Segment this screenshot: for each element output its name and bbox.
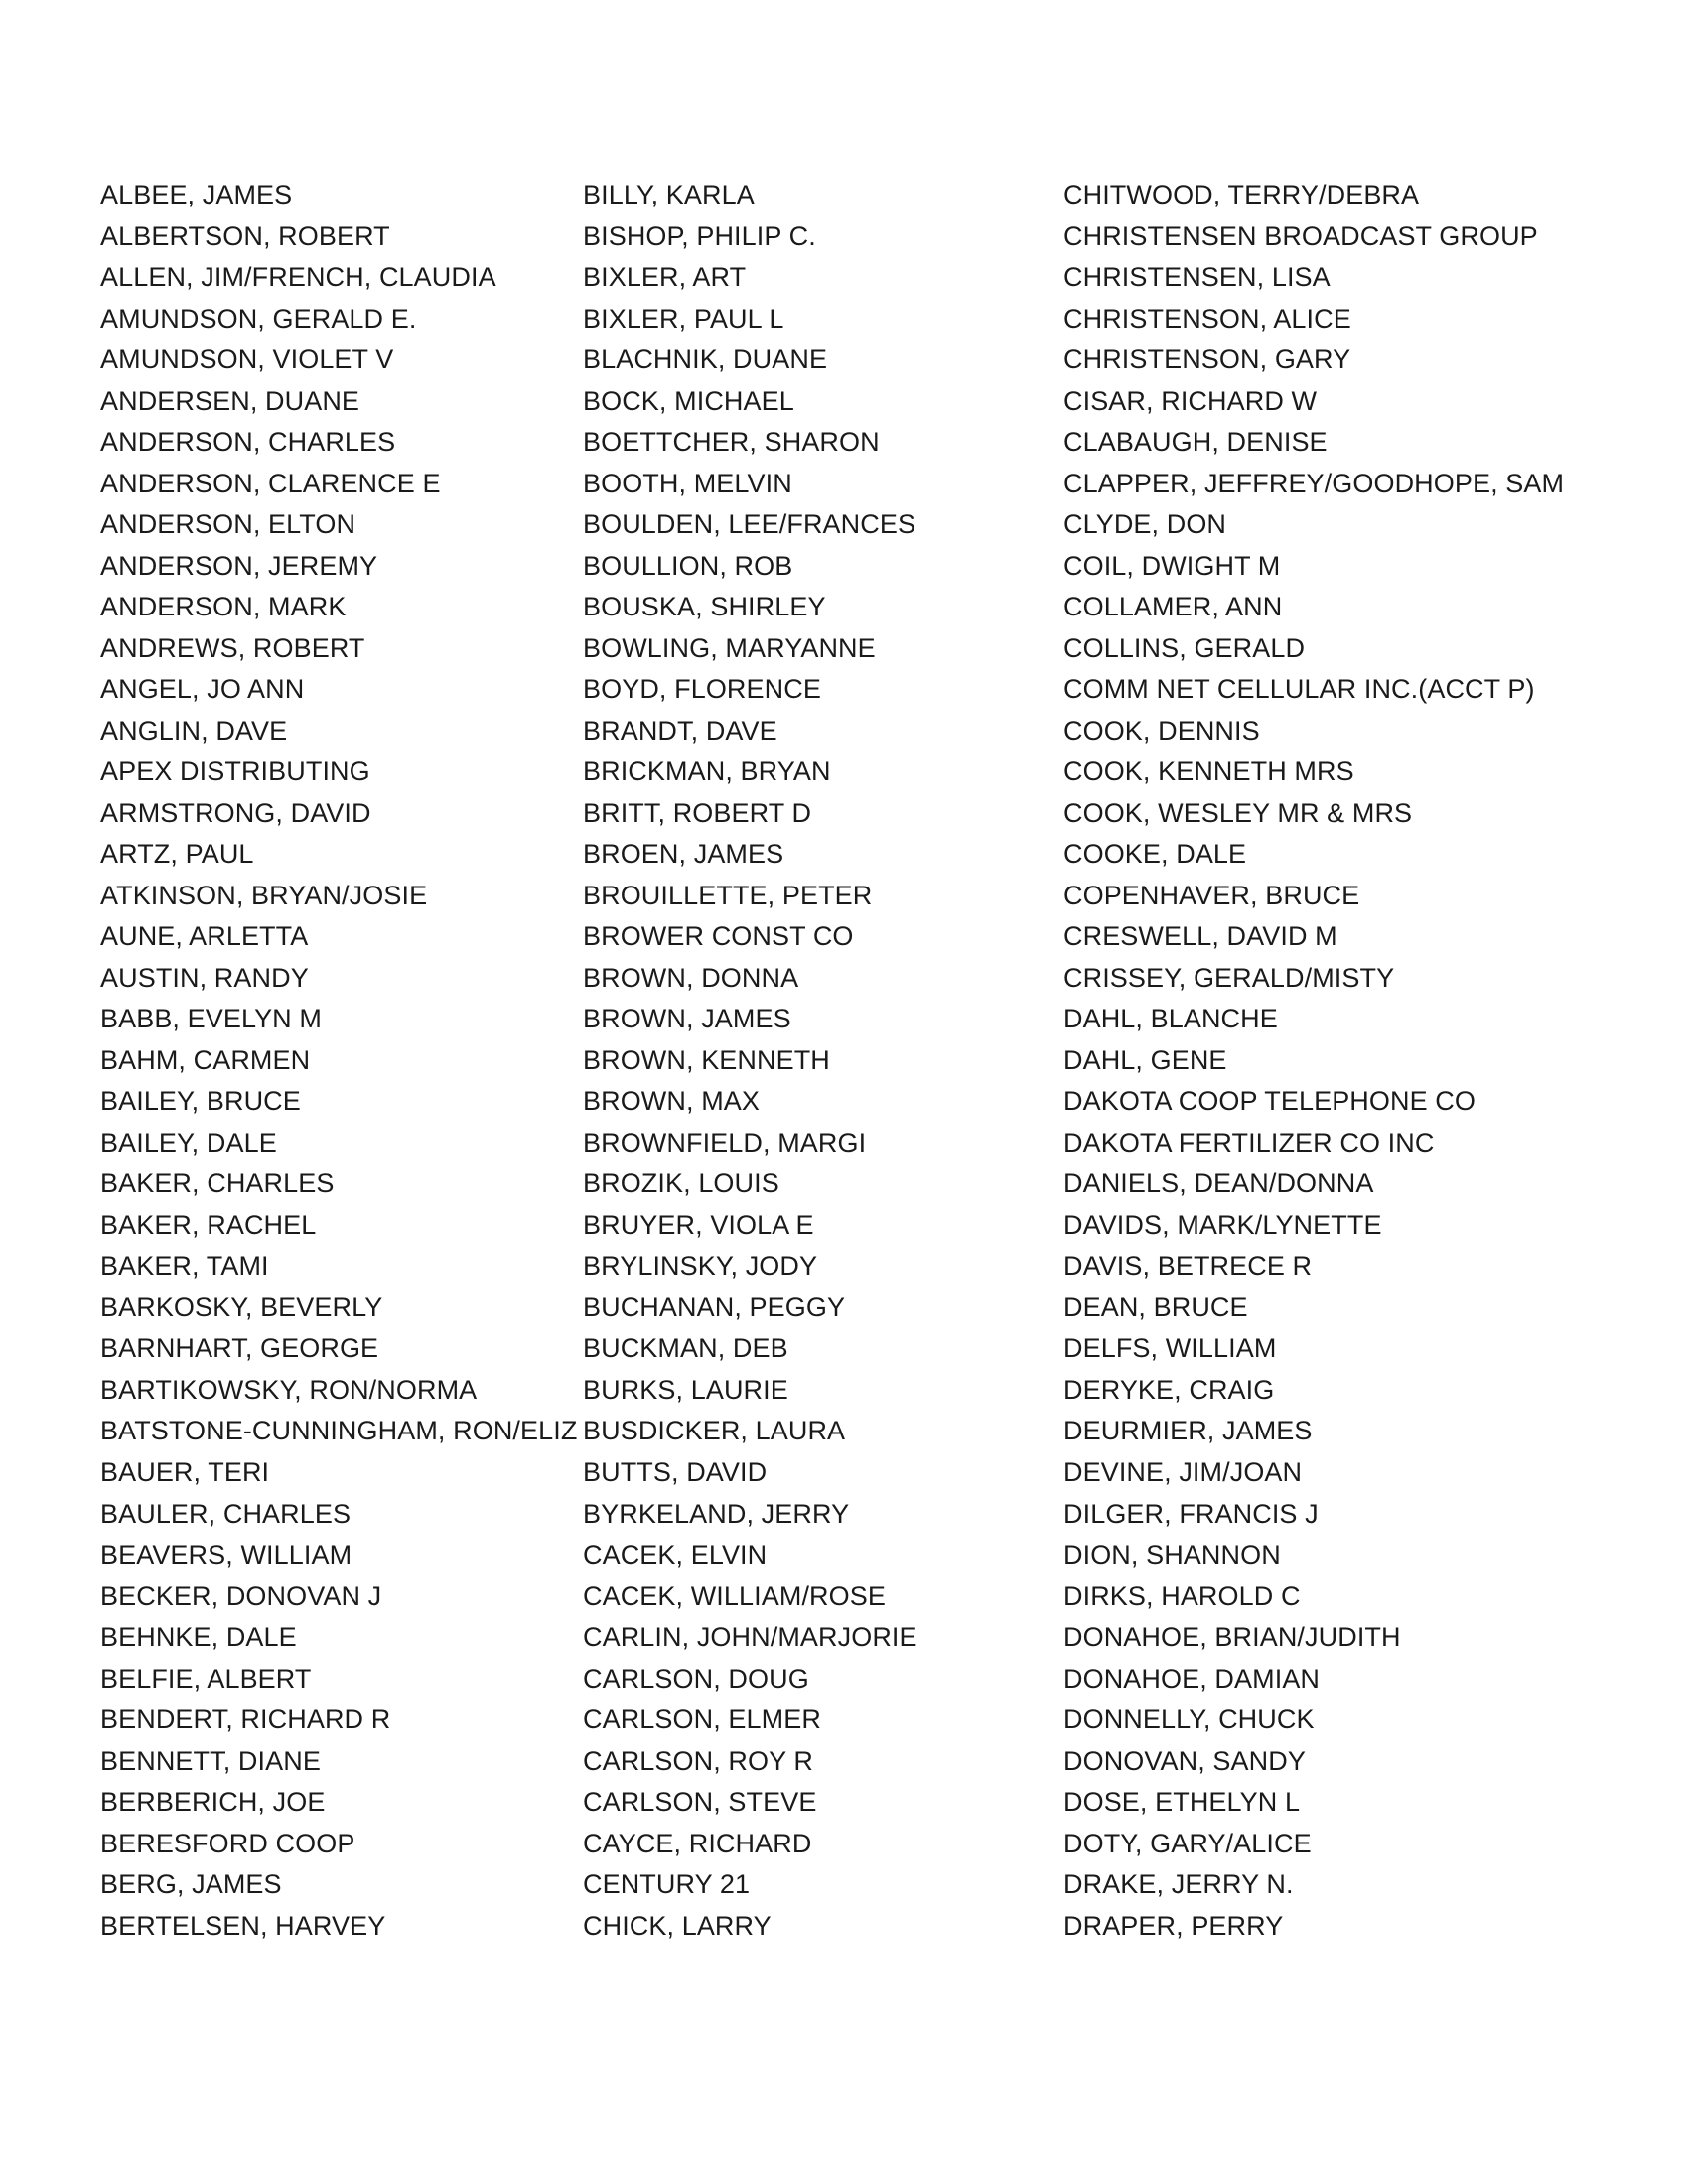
list-item: BOULLION, ROB	[583, 550, 793, 581]
list-item: BOUSKA, SHIRLEY	[583, 592, 826, 622]
list-item: ALBERTSON, ROBERT	[100, 220, 390, 251]
list-item: DIRKS, HAROLD C	[1063, 1580, 1301, 1611]
list-item: BAILEY, BRUCE	[100, 1086, 301, 1117]
list-item: BISHOP, PHILIP C.	[583, 220, 816, 251]
list-item: DEAN, BRUCE	[1063, 1292, 1248, 1322]
list-item: BIXLER, PAUL L	[583, 303, 784, 334]
list-item: BRICKMAN, BRYAN	[583, 756, 831, 787]
list-item: COPENHAVER, BRUCE	[1063, 880, 1360, 910]
list-item: CISAR, RICHARD W	[1063, 385, 1318, 416]
list-item: CHRISTENSEN, LISA	[1063, 262, 1331, 293]
list-item: BOETTCHER, SHARON	[583, 427, 880, 458]
list-item: ANDERSON, ELTON	[100, 509, 356, 540]
list-item: COOK, KENNETH MRS	[1063, 756, 1354, 787]
list-item: ANDREWS, ROBERT	[100, 632, 365, 663]
list-item: CHRISTENSON, GARY	[1063, 344, 1351, 375]
list-item: DERYKE, CRAIG	[1063, 1374, 1275, 1405]
list-item: CRESWELL, DAVID M	[1063, 921, 1337, 952]
list-item: CLAPPER, JEFFREY/GOODHOPE, SAM	[1063, 468, 1565, 498]
list-item: CHICK, LARRY	[583, 1910, 772, 1941]
list-item: CARLSON, ELMER	[583, 1705, 821, 1735]
list-item: COMM NET CELLULAR INC.(ACCT P)	[1063, 674, 1535, 705]
list-item: BRANDT, DAVE	[583, 715, 777, 746]
list-item: BOCK, MICHAEL	[583, 385, 794, 416]
list-item: CHITWOOD, TERRY/DEBRA	[1063, 180, 1420, 209]
list-item: BYRKELAND, JERRY	[583, 1498, 850, 1529]
list-item: BROUILLETTE, PETER	[583, 880, 873, 910]
list-item: BROWN, MAX	[583, 1086, 761, 1117]
list-item: COLLINS, GERALD	[1063, 632, 1306, 663]
list-item: BURKS, LAURIE	[583, 1374, 788, 1405]
list-item: CENTURY 21	[583, 1869, 751, 1900]
list-item: BENDERT, RICHARD R	[100, 1705, 391, 1735]
list-item: COIL, DWIGHT M	[1063, 550, 1281, 581]
list-item: AMUNDSON, VIOLET V	[100, 344, 394, 375]
list-item: DION, SHANNON	[1063, 1540, 1281, 1570]
list-item: COOK, DENNIS	[1063, 715, 1260, 746]
list-item: DILGER, FRANCIS J	[1063, 1498, 1319, 1529]
list-item: BAKER, TAMI	[100, 1251, 269, 1282]
list-item: BARNHART, GEORGE	[100, 1333, 379, 1364]
list-item: BRYLINSKY, JODY	[583, 1251, 818, 1282]
list-item: BEHNKE, DALE	[100, 1622, 297, 1653]
list-item: BILLY, KARLA	[583, 180, 755, 209]
list-item: BROWER CONST CO	[583, 921, 854, 952]
list-item: DAVIS, BETRECE R	[1063, 1251, 1313, 1282]
list-item: BOYD, FLORENCE	[583, 674, 821, 705]
list-item: CARLSON, ROY R	[583, 1745, 813, 1776]
list-item: ALBEE, JAMES	[100, 180, 293, 209]
list-item: BRUYER, VIOLA E	[583, 1209, 814, 1240]
list-item: BROWN, DONNA	[583, 962, 799, 993]
list-item: ANDERSON, MARK	[100, 592, 347, 622]
list-item: DRAPER, PERRY	[1063, 1910, 1284, 1941]
name-list-column-1	[100, 175, 577, 1947]
list-item: CARLIN, JOHN/MARJORIE	[583, 1622, 917, 1653]
list-item: AUSTIN, RANDY	[100, 962, 309, 993]
list-item: BROWNFIELD, MARGI	[583, 1127, 867, 1158]
list-item: DEVINE, JIM/JOAN	[1063, 1456, 1303, 1487]
list-item: DRAKE, JERRY N.	[1063, 1869, 1294, 1900]
list-item: BAULER, CHARLES	[100, 1498, 352, 1529]
list-item: BAKER, RACHEL	[100, 1209, 317, 1240]
list-item: BOOTH, MELVIN	[583, 468, 792, 498]
list-item: ANDERSEN, DUANE	[100, 385, 360, 416]
list-item: DAHL, GENE	[1063, 1044, 1227, 1075]
list-item: DAKOTA FERTILIZER CO INC	[1063, 1127, 1435, 1158]
list-item: DONAHOE, BRIAN/JUDITH	[1063, 1622, 1401, 1653]
list-item: BELFIE, ALBERT	[100, 1663, 312, 1694]
list-item: BRITT, ROBERT D	[583, 797, 812, 828]
list-item: BAKER, CHARLES	[100, 1168, 335, 1199]
list-item: COLLAMER, ANN	[1063, 592, 1283, 622]
list-item: BERTELSEN, HARVEY	[100, 1910, 386, 1941]
list-item: CLYDE, DON	[1063, 509, 1227, 540]
list-item: BERG, JAMES	[100, 1869, 282, 1900]
list-item: ARMSTRONG, DAVID	[100, 797, 371, 828]
list-item: CLABAUGH, DENISE	[1063, 427, 1328, 458]
list-item: COOK, WESLEY MR & MRS	[1063, 797, 1413, 828]
list-item: BROEN, JAMES	[583, 839, 784, 870]
list-item: DAKOTA COOP TELEPHONE CO	[1063, 1086, 1477, 1117]
list-item: ALLEN, JIM/FRENCH, CLAUDIA	[100, 262, 496, 293]
list-item: ANDERSON, CLARENCE E	[100, 468, 441, 498]
list-item: BOULDEN, LEE/FRANCES	[583, 509, 916, 540]
list-item: AUNE, ARLETTA	[100, 921, 309, 952]
list-item: BECKER, DONOVAN J	[100, 1580, 382, 1611]
list-item: BEAVERS, WILLIAM	[100, 1540, 352, 1570]
list-item: CRISSEY, GERALD/MISTY	[1063, 962, 1395, 993]
list-item: ANGEL, JO ANN	[100, 674, 305, 705]
list-item: ANDERSON, CHARLES	[100, 427, 396, 458]
list-item: ARTZ, PAUL	[100, 839, 254, 870]
name-list-column-3	[1063, 175, 1564, 1947]
list-item: BOWLING, MARYANNE	[583, 632, 876, 663]
list-item: BUCKMAN, DEB	[583, 1333, 788, 1364]
list-item: BARTIKOWSKY, RON/NORMA	[100, 1374, 478, 1405]
list-item: AMUNDSON, GERALD E.	[100, 303, 417, 334]
list-item: BIXLER, ART	[583, 262, 747, 293]
list-item: DELFS, WILLIAM	[1063, 1333, 1277, 1364]
list-item: DOSE, ETHELYN L	[1063, 1787, 1301, 1818]
list-item: BROWN, KENNETH	[583, 1044, 830, 1075]
list-item: ANGLIN, DAVE	[100, 715, 288, 746]
list-item: ATKINSON, BRYAN/JOSIE	[100, 880, 428, 910]
list-item: CAYCE, RICHARD	[583, 1828, 812, 1858]
list-item: BATSTONE-CUNNINGHAM, RON/ELIZ	[100, 1416, 578, 1446]
list-item: BLACHNIK, DUANE	[583, 344, 828, 375]
list-item: CHRISTENSEN BROADCAST GROUP	[1063, 220, 1538, 251]
list-item: CARLSON, DOUG	[583, 1663, 809, 1694]
list-item: BARKOSKY, BEVERLY	[100, 1292, 383, 1322]
list-item: BROWN, JAMES	[583, 1004, 791, 1034]
list-item: BERBERICH, JOE	[100, 1787, 326, 1818]
list-item: CARLSON, STEVE	[583, 1787, 817, 1818]
list-item: BUSDICKER, LAURA	[583, 1416, 846, 1446]
list-item: COOKE, DALE	[1063, 839, 1247, 870]
list-item: APEX DISTRIBUTING	[100, 756, 370, 787]
list-item: BUCHANAN, PEGGY	[583, 1292, 846, 1322]
list-item: DANIELS, DEAN/DONNA	[1063, 1168, 1374, 1199]
list-item: CACEK, WILLIAM/ROSE	[583, 1580, 886, 1611]
list-item: BAUER, TERI	[100, 1456, 270, 1487]
list-item: BERESFORD COOP	[100, 1828, 355, 1858]
list-item: DONNELLY, CHUCK	[1063, 1705, 1315, 1735]
list-item: BENNETT, DIANE	[100, 1745, 321, 1776]
list-item: CACEK, ELVIN	[583, 1540, 768, 1570]
name-list-column-2	[583, 175, 917, 1947]
list-item: CHRISTENSON, ALICE	[1063, 303, 1351, 334]
list-item: BROZIK, LOUIS	[583, 1168, 779, 1199]
list-item: DOTY, GARY/ALICE	[1063, 1828, 1312, 1858]
list-item: ANDERSON, JEREMY	[100, 550, 378, 581]
list-item: DEURMIER, JAMES	[1063, 1416, 1313, 1446]
list-item: BABB, EVELYN M	[100, 1004, 322, 1034]
list-item: BAHM, CARMEN	[100, 1044, 311, 1075]
list-item: DONAHOE, DAMIAN	[1063, 1663, 1321, 1694]
list-item: DONOVAN, SANDY	[1063, 1745, 1306, 1776]
list-item: DAHL, BLANCHE	[1063, 1004, 1278, 1034]
list-item: DAVIDS, MARK/LYNETTE	[1063, 1209, 1382, 1240]
list-item: BAILEY, DALE	[100, 1127, 277, 1158]
list-item: BUTTS, DAVID	[583, 1456, 768, 1487]
